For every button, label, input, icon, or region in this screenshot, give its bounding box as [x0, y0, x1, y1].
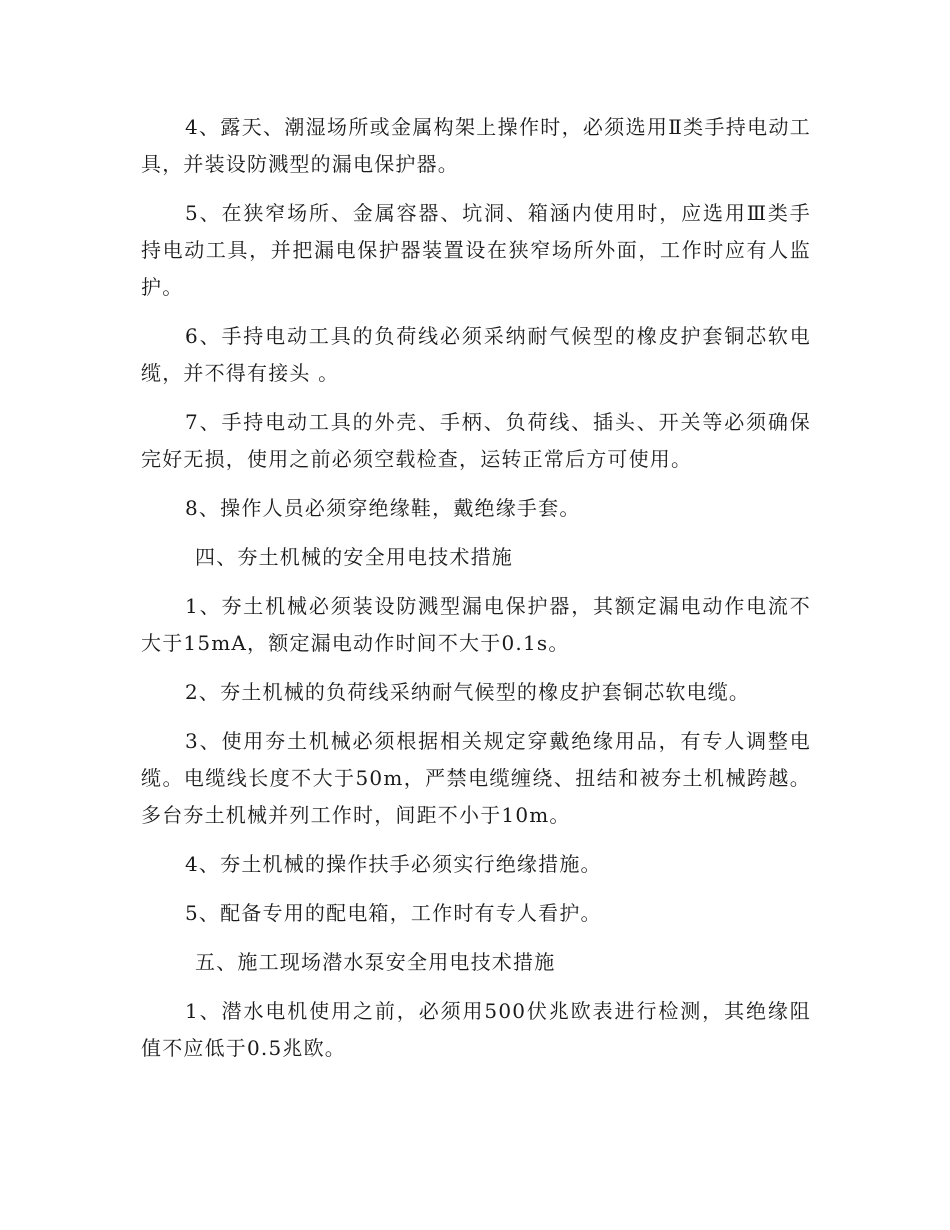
- paragraph-item-6-handheld-cable: 6、手持电动工具的负荷线必须采纳耐气候型的橡皮护套铜芯软电缆，并不得有接头 。: [141, 324, 811, 385]
- paragraph-item-8-operator-protection: 8、操作人员必须穿绝缘鞋，戴绝缘手套。: [185, 496, 581, 520]
- document-body: [141, 109, 811, 1079]
- section-heading-five: 五、施工现场潜水泵安全用电技术措施: [195, 950, 556, 974]
- paragraph-item-3-tamper-usage: 3、使用夯土机械必须根据相关规定穿戴绝缘用品，有专人调整电缆。电缆线长度不大于50m，严禁电缆缠绕、扭结和被夯土机械跨越。多台夯土机械并列工作时，间距不小于10m。: [141, 729, 811, 827]
- paragraph-item-5-tamper-box: 5、配备专用的配电箱，工作时有专人看护。: [185, 901, 602, 925]
- paragraph-item-1-pump-insulation: 1、潜水电机使用之前，必须用500伏兆欧表进行检测，其绝缘阻值不应低于0.5兆欧。: [141, 999, 811, 1060]
- paragraph-item-4-tamper-handle: 4、夯土机械的操作扶手必须实行绝缘措施。: [185, 852, 602, 876]
- paragraph-item-5-handheld-narrow: 5、在狭窄场所、金属容器、坑洞、箱涵内使用时，应选用Ⅲ类手持电动工具，并把漏电保护器装置设在狭窄场所外面，工作时应有人监护。: [141, 201, 811, 299]
- paragraph-item-7-handheld-inspection: 7、手持电动工具的外壳、手柄、负荷线、插头、开关等必须确保完好无损，使用之前必须空载检查，运转正常后方可使用。: [141, 410, 811, 471]
- section-heading-four: 四、夯土机械的安全用电技术措施: [195, 545, 513, 569]
- paragraph-item-2-tamper-cable: 2、夯土机械的负荷线采纳耐气候型的橡皮护套铜芯软电缆。: [185, 680, 751, 704]
- paragraph-item-4-handheld-outdoor: 4、露天、潮湿场所或金属构架上操作时，必须选用Ⅱ类手持电动工具，并装设防溅型的漏电保护器。: [141, 115, 811, 176]
- paragraph-item-1-tamper-protector: 1、夯土机械必须装设防溅型漏电保护器，其额定漏电动作电流不大于15mA，额定漏电动作时间不大于0.1s。: [141, 594, 811, 655]
